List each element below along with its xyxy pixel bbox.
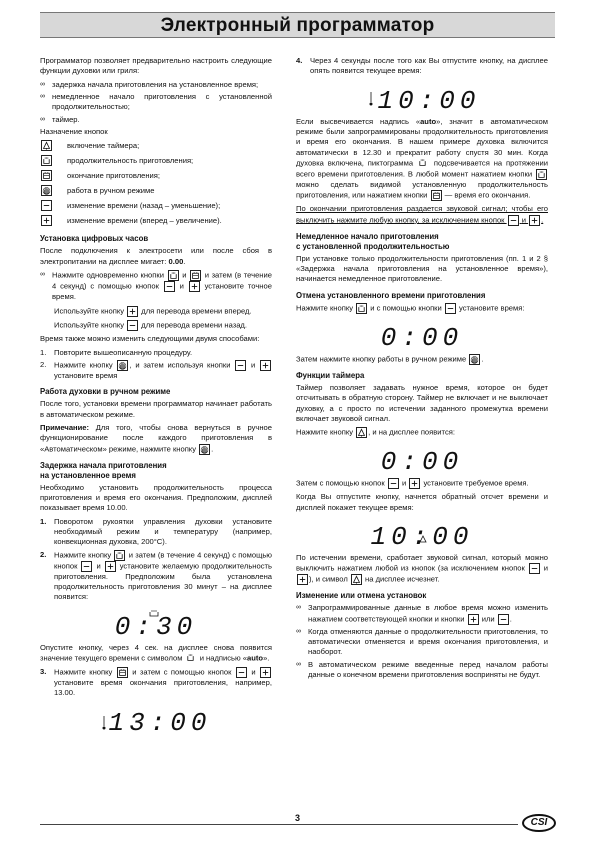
key-row-plus: изменение времени (вперед – увеличение). bbox=[40, 213, 272, 228]
timer-text: Таймер позволяет задавать нужное время, которое он будет отсчитывать в обратную сторону. Таймер не включает и не выключает духовку, а с просто по истечении заданного промежутка времени включает звуковой сигнал. bbox=[296, 382, 548, 423]
lcd-text: 0:30 bbox=[114, 611, 198, 636]
lcd-text: 0:00 bbox=[380, 322, 464, 347]
minus-icon bbox=[388, 478, 399, 489]
clock-alt-step: 1. Повторите вышеописанную процедуру. bbox=[40, 347, 193, 357]
clock-heading: Установка цифровых часов bbox=[40, 234, 149, 244]
plus-icon bbox=[127, 306, 138, 317]
page-title: Электронный программатор bbox=[160, 15, 435, 36]
cooking-end-icon bbox=[41, 170, 52, 181]
timer-press-text: Нажмите кнопку , и на дисплее появится: bbox=[296, 427, 455, 437]
minus-icon bbox=[235, 360, 246, 371]
minus-icon bbox=[529, 563, 540, 574]
timer-release-text: Когда Вы отпустите кнопку, начнется обратный отсчет времени и дисплей покажет текущее время: bbox=[296, 492, 548, 512]
thermometer-icon bbox=[370, 92, 373, 106]
page-header bbox=[40, 12, 555, 38]
use-plus-text: Используйте кнопку для перевода времени вперед. bbox=[54, 306, 252, 316]
manual-text: После того, установки времени программатор начинает работать в автоматическом режиме. bbox=[40, 399, 272, 419]
cancel-heading: Отмена установленного времени приготовления bbox=[296, 290, 486, 300]
lcd-display bbox=[40, 607, 272, 637]
cancel-then-text: Затем нажмите кнопку работы в ручном режиме . bbox=[296, 354, 484, 364]
page-number: 3 bbox=[294, 813, 300, 823]
change-item: ∞ В автоматическом режиме введенные перед началом работы данные о конечном времени приготовления восприняты не будут. bbox=[296, 660, 548, 681]
immediate-text: При установке только продолжительности приготовления (пп. 1 и 2 § «Задержка начала приготовления на установленное время»), начинается немедленное приготовление. bbox=[296, 253, 548, 284]
auto-text: Если высвечивается надпись «auto», значит в автоматическом режиме были запрограммированы продолжительность приготовления и время его окончания. В нашем примере духовка включится автоматически в 12.30 и прекратит работу спустя 30 мин. Когда духовка включена, пиктограмма подсвечивается на протяжении всего времени приготовления. В любой момент нажатием кнопки можно сделать видимой установленную продолжительность приготовления, или нажатием кнопки — время его окончания. bbox=[296, 116, 549, 200]
use-minus-text: Используйте кнопку для перевода времени назад. bbox=[54, 320, 247, 330]
function-item: ∞ таймер. bbox=[40, 115, 272, 125]
plus-icon bbox=[409, 478, 420, 489]
function-item: ∞ немедленное начало приготовления с установленной продолжительностью; bbox=[40, 92, 272, 113]
key-row-duration: продолжительность приготовления; bbox=[40, 153, 272, 168]
bell-icon bbox=[356, 427, 367, 438]
plus-icon bbox=[189, 281, 200, 292]
minus-icon bbox=[445, 303, 456, 314]
cooking-duration-icon bbox=[536, 169, 547, 180]
timer-heading: Функции таймера bbox=[296, 370, 365, 380]
keys-title: Назначение кнопок bbox=[40, 126, 108, 136]
cooking-duration-icon bbox=[114, 550, 125, 561]
clock-text: После подключения к электросети или после сбоя в электропитании на дисплее мигает: 0.00. bbox=[40, 246, 272, 266]
delay-step: 3. Нажмите кнопку и затем с помощью кнопок и установите время окончания приготовления, например, 13.00. bbox=[40, 666, 272, 698]
immediate-heading: Немедленное начало приготовления с установленной продолжительностью bbox=[296, 231, 450, 251]
timer-set-text: Затем с помощью кнопок и установите требуемое время. bbox=[296, 478, 529, 488]
plus-icon bbox=[529, 215, 540, 226]
manual-hand-icon bbox=[117, 360, 128, 371]
change-item: ∞ Когда отменяются данные о продолжительности приготовления, то автоматически отменяется и время окончания приготовления, и наоборот. bbox=[296, 627, 548, 658]
cooking-duration-icon bbox=[168, 270, 179, 281]
manual-hand-icon bbox=[41, 185, 52, 196]
key-row-timer: включение таймера; bbox=[40, 138, 272, 153]
manual-heading: Работа духовки в ручном режиме bbox=[40, 387, 171, 397]
lcd-display bbox=[296, 442, 548, 472]
brand-logo: CSI bbox=[522, 814, 556, 832]
function-item: ∞ задержка начала приготовления на установленное время; bbox=[40, 80, 272, 90]
bell-icon bbox=[41, 140, 52, 151]
minus-icon bbox=[164, 281, 175, 292]
lcd-text: 0:00 bbox=[380, 447, 464, 472]
footer-divider bbox=[40, 824, 518, 825]
clock-alt-text: Время также можно изменить следующими двумя способами: bbox=[40, 334, 260, 344]
plus-icon bbox=[468, 614, 479, 625]
thermometer-icon bbox=[103, 716, 106, 730]
lcd-display bbox=[40, 703, 272, 733]
delay-step: 1. Поворотом рукоятки управления духовки установите необходимый режим и температуру (например, конвекционная духовка, 200°С). bbox=[40, 516, 272, 547]
left-column bbox=[40, 56, 272, 739]
bell-icon bbox=[351, 574, 362, 585]
minus-icon bbox=[41, 200, 52, 211]
plus-icon bbox=[260, 360, 271, 371]
lcd-text: 13:00 bbox=[108, 707, 212, 732]
cooking-end-icon bbox=[431, 190, 442, 201]
cooking-end-icon bbox=[117, 667, 128, 678]
cooking-end-icon bbox=[190, 270, 201, 281]
key-row-manual: работа в ручном режиме bbox=[40, 183, 272, 198]
delay-step: 4. Через 4 секунды после того как Вы отпустите кнопку, на дисплее опять появится текущее время: bbox=[296, 56, 548, 76]
lcd-display bbox=[296, 517, 548, 547]
manual-hand-icon bbox=[469, 354, 480, 365]
end-signal-text: По окончании приготовления раздается звуковой сигнал; чтобы его выключить нажмите любую кнопку, за исключением кнопок и . bbox=[296, 204, 548, 224]
change-item: ∞ Запрограммированные данные в любое время можно изменить нажатием соответствующей кнопки и кнопки или . bbox=[296, 603, 548, 624]
key-row-end: окончание приготовления; bbox=[40, 168, 272, 183]
delay-step: 2. Нажмите кнопку и затем (в течение 4 секунд) с помощью кнопок и установите желаемую продолжительность приготовления. Предположим была установлена продолжительность приготовления 30 минут – на дисплее появится: bbox=[40, 549, 272, 602]
cooking-duration-icon bbox=[418, 158, 429, 169]
lcd-display bbox=[296, 318, 548, 348]
manual-hand-icon bbox=[199, 444, 210, 455]
cooking-duration-icon bbox=[186, 653, 197, 664]
clock-alt-step: 2. Нажмите кнопку , и затем используя кнопки и установите время bbox=[40, 360, 272, 381]
plus-icon bbox=[297, 574, 308, 585]
key-row-minus: изменение времени (назад – уменьшение); bbox=[40, 198, 272, 213]
delay-after-text: Опустите кнопку, через 4 сек. на дисплее снова появится значение текущего времени с символом и надписью «auto». bbox=[40, 642, 272, 663]
clock-step: ∞ Нажмите одновременно кнопки и и затем (в течение 4 секунд) с помощью кнопок и установите точное время. bbox=[40, 270, 272, 302]
lcd-display bbox=[296, 81, 548, 111]
minus-icon bbox=[236, 667, 247, 678]
cooking-duration-icon bbox=[41, 155, 52, 166]
lcd-text: 10:00 bbox=[377, 85, 481, 110]
delay-heading: Задержка начала приготовления на установленное время bbox=[40, 460, 167, 480]
cooking-duration-icon bbox=[356, 303, 367, 314]
delay-text: Необходимо установить продолжительность процесса приготовления и время его окончания. Предположим, дисплей показывает время 10.00. bbox=[40, 482, 272, 513]
lcd-text: 10:00 bbox=[370, 521, 474, 546]
minus-icon bbox=[508, 215, 519, 226]
manual-note: Примечание: Для того, чтобы снова вернуться в ручное функционирование после каждого приготовления в «Автоматическом» режиме, нажмите кнопку . bbox=[40, 422, 272, 454]
cancel-text: Нажмите кнопку и с помощью кнопки установите время: bbox=[296, 303, 525, 313]
right-column bbox=[296, 56, 548, 682]
change-heading: Изменение или отмена установок bbox=[296, 591, 427, 601]
minus-icon bbox=[81, 561, 92, 572]
minus-icon bbox=[498, 614, 509, 625]
plus-icon bbox=[260, 667, 271, 678]
key-list bbox=[40, 138, 272, 228]
minus-icon bbox=[127, 320, 138, 331]
timer-end-text: По истечении времени, сработает звуковой сигнал, который можно выключить нажатием любой из кнопок (за исключением кнопок и ), и символ на дисплее исчезнет. bbox=[296, 552, 548, 584]
plus-icon bbox=[105, 561, 116, 572]
plus-icon bbox=[41, 215, 52, 226]
intro-text: Программатор позволяет предварительно настроить следующие функции духовки или гриля: bbox=[40, 56, 272, 76]
